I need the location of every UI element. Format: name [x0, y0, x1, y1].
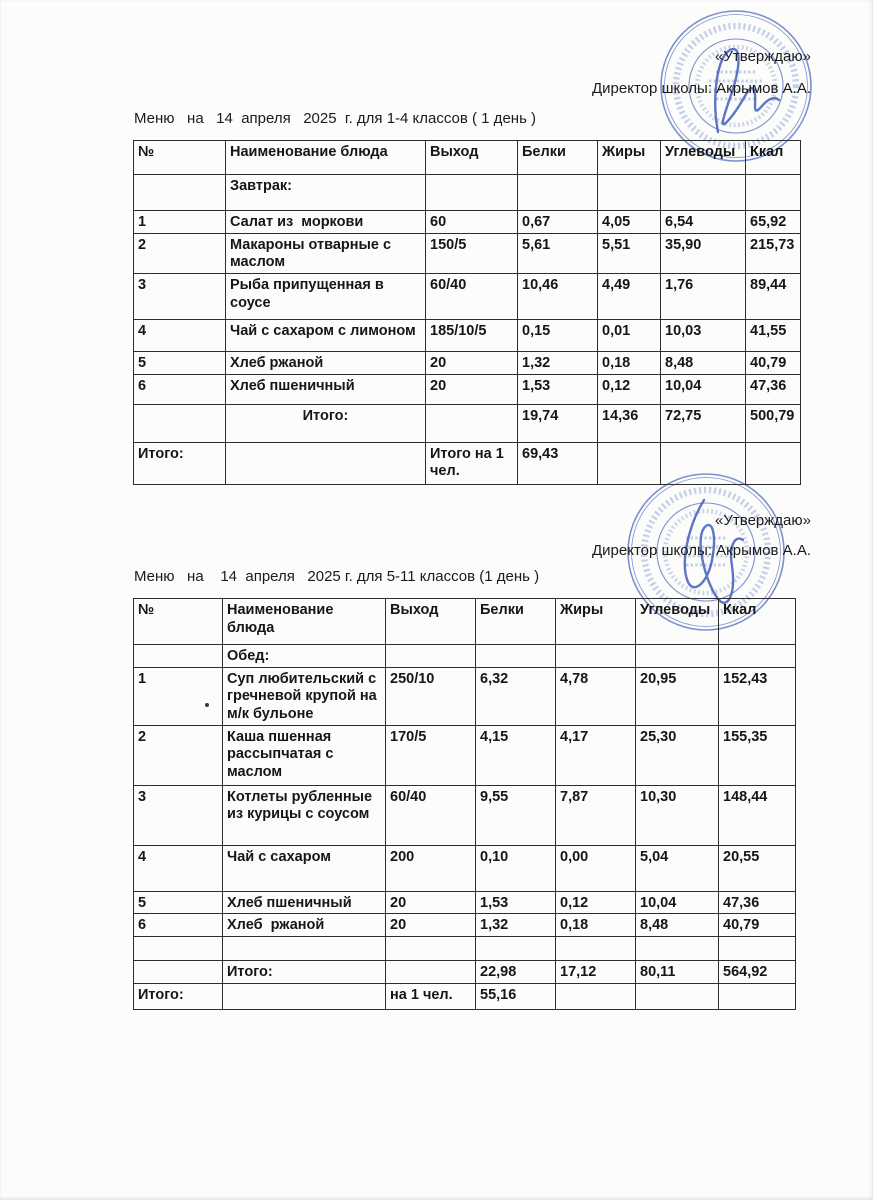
meal-section-label: Обед: — [223, 645, 386, 668]
empty-cell — [226, 442, 426, 484]
dish-kcal: 155,35 — [719, 725, 796, 785]
col-header-out: Выход — [386, 599, 476, 645]
totals-kcal: 564,92 — [719, 961, 796, 984]
dish-kcal: 89,44 — [746, 274, 801, 320]
col-header-protein: Белки — [518, 141, 598, 175]
dish-number: 4 — [134, 320, 226, 352]
dish-carbs: 20,95 — [636, 667, 719, 725]
dish-carbs: 1,76 — [661, 274, 746, 320]
empty-cell — [636, 984, 719, 1010]
dish-protein: 1,53 — [476, 891, 556, 914]
director-signature-line: Директор школы: Акрымов А.А. — [592, 542, 811, 559]
col-header-kcal: Ккал — [719, 599, 796, 645]
per-person-note: на 1 чел. — [386, 984, 476, 1010]
dish-kcal: 40,79 — [746, 352, 801, 375]
totals-row — [134, 961, 796, 984]
dish-carbs: 10,30 — [636, 785, 719, 845]
menu-table-grades-5-11 — [133, 598, 796, 1010]
dish-protein: 1,32 — [518, 352, 598, 375]
approve-label: «Утверждаю» — [715, 512, 811, 529]
dish-name: Салат из моркови — [226, 211, 426, 234]
empty-cell — [134, 961, 223, 984]
table-row — [134, 352, 801, 375]
col-header-name: Наименование блюда — [226, 141, 426, 175]
empty-cell — [518, 175, 598, 211]
dish-out: 60/40 — [386, 785, 476, 845]
totals-carbs: 80,11 — [636, 961, 719, 984]
per-person-label: Итого: — [134, 984, 223, 1010]
dish-name: Хлеб пшеничный — [226, 374, 426, 404]
dish-protein: 0,15 — [518, 320, 598, 352]
empty-cell — [386, 937, 476, 961]
section-row — [134, 175, 801, 211]
dish-out: 20 — [386, 891, 476, 914]
col-header-out: Выход — [426, 141, 518, 175]
dish-kcal: 65,92 — [746, 211, 801, 234]
empty-cell — [661, 175, 746, 211]
dish-protein: 1,53 — [518, 374, 598, 404]
approve-label: «Утверждаю» — [715, 48, 811, 65]
empty-cell — [134, 175, 226, 211]
empty-cell — [134, 937, 223, 961]
dish-name: Хлеб ржаной — [223, 914, 386, 937]
dish-name: Хлеб ржаной — [226, 352, 426, 375]
dish-carbs: 10,04 — [636, 891, 719, 914]
totals-label: Итого: — [226, 404, 426, 442]
table-header-row — [134, 141, 801, 175]
dish-number: 2 — [134, 233, 226, 273]
dish-fat: 0,12 — [556, 891, 636, 914]
dish-out: 20 — [426, 352, 518, 375]
empty-cell — [661, 442, 746, 484]
dish-name: Чай с сахаром — [223, 845, 386, 891]
per-person-value: 69,43 — [518, 442, 598, 484]
dish-protein: 4,15 — [476, 725, 556, 785]
totals-protein: 19,74 — [518, 404, 598, 442]
menu-title-grades-5-11: Меню на 14 апреля 2025 г. для 5-11 классов (1 день ) — [134, 568, 540, 585]
dish-carbs: 8,48 — [661, 352, 746, 375]
col-header-protein: Белки — [476, 599, 556, 645]
dish-protein: 9,55 — [476, 785, 556, 845]
totals-kcal: 500,79 — [746, 404, 801, 442]
dish-number: 3 — [134, 785, 223, 845]
col-header-carbs: Углеводы — [636, 599, 719, 645]
dish-fat: 7,87 — [556, 785, 636, 845]
dish-protein: 6,32 — [476, 667, 556, 725]
dish-fat: 0,00 — [556, 845, 636, 891]
dish-out: 170/5 — [386, 725, 476, 785]
empty-cell — [556, 984, 636, 1010]
empty-cell — [223, 984, 386, 1010]
empty-cell — [386, 645, 476, 668]
table-row — [134, 211, 801, 234]
col-header-kcal: Ккал — [746, 141, 801, 175]
section-row — [134, 645, 796, 668]
dish-fat: 4,49 — [598, 274, 661, 320]
dish-out: 20 — [386, 914, 476, 937]
per-person-row — [134, 984, 796, 1010]
dish-kcal: 40,79 — [719, 914, 796, 937]
col-header-carbs: Углеводы — [661, 141, 746, 175]
empty-cell — [719, 984, 796, 1010]
dish-carbs: 8,48 — [636, 914, 719, 937]
dish-kcal: 152,43 — [719, 667, 796, 725]
totals-label: Итого: — [223, 961, 386, 984]
menu-table-grades-1-4 — [133, 140, 801, 485]
dish-fat: 0,18 — [598, 352, 661, 375]
totals-row — [134, 404, 801, 442]
dish-number: 5 — [134, 352, 226, 375]
table-row — [134, 891, 796, 914]
dish-fat: 4,78 — [556, 667, 636, 725]
dish-carbs: 6,54 — [661, 211, 746, 234]
empty-cell — [556, 645, 636, 668]
col-header-name: Наименование блюда — [223, 599, 386, 645]
empty-cell — [476, 937, 556, 961]
table-row — [134, 914, 796, 937]
dish-protein: 5,61 — [518, 233, 598, 273]
dish-out: 60 — [426, 211, 518, 234]
dish-kcal: 41,55 — [746, 320, 801, 352]
dish-fat: 4,05 — [598, 211, 661, 234]
per-person-row — [134, 442, 801, 484]
table-row — [134, 785, 796, 845]
empty-cell — [386, 961, 476, 984]
totals-protein: 22,98 — [476, 961, 556, 984]
totals-fat: 17,12 — [556, 961, 636, 984]
dish-protein: 0,67 — [518, 211, 598, 234]
dish-kcal: 215,73 — [746, 233, 801, 273]
dish-number: 5 — [134, 891, 223, 914]
col-header-fat: Жиры — [556, 599, 636, 645]
scan-speck — [205, 703, 209, 707]
dish-name: Каша пшенная рассыпчатая с маслом — [223, 725, 386, 785]
empty-row — [134, 937, 796, 961]
dish-protein: 10,46 — [518, 274, 598, 320]
empty-cell — [746, 175, 801, 211]
empty-cell — [426, 404, 518, 442]
empty-cell — [636, 937, 719, 961]
dish-kcal: 148,44 — [719, 785, 796, 845]
dish-number: 4 — [134, 845, 223, 891]
empty-cell — [476, 645, 556, 668]
dish-number: 2 — [134, 725, 223, 785]
table-row — [134, 233, 801, 273]
dish-out: 60/40 — [426, 274, 518, 320]
dish-carbs: 35,90 — [661, 233, 746, 273]
dish-number: 6 — [134, 914, 223, 937]
dish-protein: 0,10 — [476, 845, 556, 891]
dish-protein: 1,32 — [476, 914, 556, 937]
empty-cell — [134, 404, 226, 442]
table-row — [134, 374, 801, 404]
dish-fat: 5,51 — [598, 233, 661, 273]
empty-cell — [746, 442, 801, 484]
dish-carbs: 10,04 — [661, 374, 746, 404]
dish-name: Суп любительский с гречневой крупой на м/к бульоне — [223, 667, 386, 725]
dish-out: 250/10 — [386, 667, 476, 725]
empty-cell — [223, 937, 386, 961]
dish-name: Хлеб пшеничный — [223, 891, 386, 914]
totals-fat: 14,36 — [598, 404, 661, 442]
dish-fat: 0,12 — [598, 374, 661, 404]
dish-name: Макароны отварные с маслом — [226, 233, 426, 273]
dish-out: 20 — [426, 374, 518, 404]
dish-out: 185/10/5 — [426, 320, 518, 352]
per-person-label: Итого: — [134, 442, 226, 484]
dish-number: 6 — [134, 374, 226, 404]
totals-carbs: 72,75 — [661, 404, 746, 442]
menu-title-grades-1-4: Меню на 14 апреля 2025 г. для 1-4 классов ( 1 день ) — [134, 110, 537, 127]
dish-number: 1 — [134, 667, 223, 725]
col-header-fat: Жиры — [598, 141, 661, 175]
empty-cell — [636, 645, 719, 668]
dish-name: Рыба припущенная в соусе — [226, 274, 426, 320]
col-header-num: № — [134, 141, 226, 175]
table-row — [134, 667, 796, 725]
dish-kcal: 47,36 — [719, 891, 796, 914]
dish-name: Чай с сахаром с лимоном — [226, 320, 426, 352]
empty-cell — [719, 937, 796, 961]
meal-section-label: Завтрак: — [226, 175, 426, 211]
dish-fat: 4,17 — [556, 725, 636, 785]
empty-cell — [719, 645, 796, 668]
empty-cell — [556, 937, 636, 961]
table-header-row — [134, 599, 796, 645]
dish-carbs: 10,03 — [661, 320, 746, 352]
empty-cell — [598, 442, 661, 484]
dish-number: 1 — [134, 211, 226, 234]
dish-fat: 0,18 — [556, 914, 636, 937]
per-person-value: 55,16 — [476, 984, 556, 1010]
dish-carbs: 5,04 — [636, 845, 719, 891]
dish-carbs: 25,30 — [636, 725, 719, 785]
empty-cell — [426, 175, 518, 211]
dish-name: Котлеты рубленные из курицы с соусом — [223, 785, 386, 845]
table-row — [134, 320, 801, 352]
dish-kcal: 20,55 — [719, 845, 796, 891]
dish-number: 3 — [134, 274, 226, 320]
table-row — [134, 274, 801, 320]
dish-kcal: 47,36 — [746, 374, 801, 404]
dish-fat: 0,01 — [598, 320, 661, 352]
table-row — [134, 725, 796, 785]
per-person-note: Итого на 1 чел. — [426, 442, 518, 484]
director-signature-line: Директор школы: Акрымов А.А. — [592, 80, 811, 97]
empty-cell — [598, 175, 661, 211]
dish-out: 200 — [386, 845, 476, 891]
table-row — [134, 845, 796, 891]
col-header-num: № — [134, 599, 223, 645]
empty-cell — [134, 645, 223, 668]
dish-out: 150/5 — [426, 233, 518, 273]
